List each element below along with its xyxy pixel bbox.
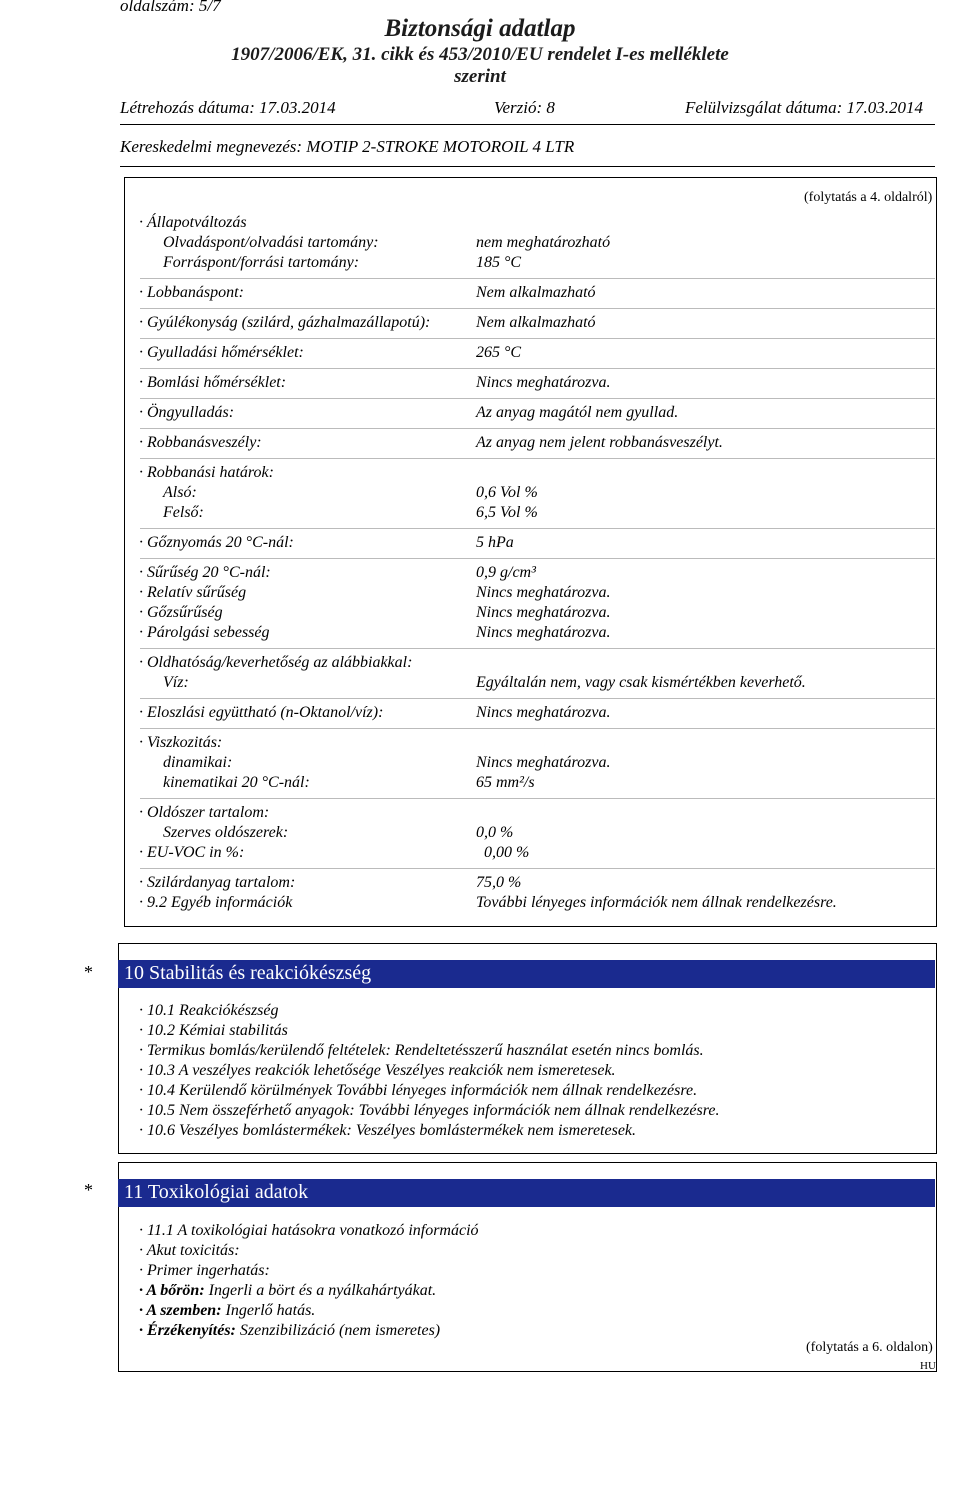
acute-toxicity-label: · Akut toxicitás: (139, 1242, 240, 1259)
vapour-density-label: · Gőzsűrűség (139, 604, 223, 621)
explosion-limits-label: · Robbanási határok: (139, 464, 274, 481)
row-divider (140, 798, 935, 799)
organic-solvents-value: 0,0 % (476, 824, 514, 841)
sensitization-value: Szenzibilizáció (nem ismeretes) (235, 1322, 441, 1339)
toxicological-info-label: · 11.1 A toxikológiai hatásokra vonatkozó információ (139, 1222, 479, 1239)
continued-on-note: (folytatás a 6. oldalon) (806, 1340, 933, 1355)
boiling-point-label: Forráspont/forrási tartomány: (163, 254, 360, 271)
regulation-line: 1907/2006/EK, 31. cikk és 453/2010/EU rendelet I-es melléklete (231, 44, 729, 65)
organic-solvents-label: Szerves oldószerek: (163, 824, 289, 841)
relative-density-label: · Relatív sűrűség (139, 584, 247, 601)
eu-voc-label: · EU-VOC in %: (139, 844, 245, 861)
row-divider (140, 648, 935, 649)
solvent-content-label: · Oldószer tartalom: (139, 804, 270, 821)
evaporation-rate-value: Nincs meghatározva. (476, 624, 611, 641)
hazardous-reactions-value: Veszélyes reakciók nem ismeretesek. (380, 1062, 616, 1079)
density-label: · Sűrűség 20 °C-nál: (139, 564, 271, 581)
decomposition-temperature-value: Nincs meghatározva. (476, 374, 611, 391)
viscosity-label: · Viszkozitás: (139, 734, 223, 751)
kinematic-viscosity-label: kinematikai 20 °C-nál: (163, 774, 310, 791)
melting-point-value: nem meghatározható (476, 234, 611, 251)
trade-name-divider (120, 166, 935, 167)
skin-line (139, 1282, 436, 1300)
explosion-hazard-value: Az anyag nem jelent robbanásveszélyt. (476, 434, 723, 451)
melting-point-label: Olvadáspont/olvadási tartomány: (163, 234, 379, 251)
row-divider (140, 278, 935, 279)
eye-label: · A szemben: (139, 1302, 222, 1319)
water-value: Egyáltalán nem, vagy csak kismértékben keverhető. (476, 674, 806, 691)
change-marker: * (84, 962, 93, 982)
row-divider (140, 308, 935, 309)
trade-name: Kereskedelmi megnevezés: MOTIP 2-STROKE MOTOROIL 4 LTR (120, 137, 575, 156)
row-divider (140, 338, 935, 339)
incompatible-materials-line (139, 1102, 719, 1120)
partition-coefficient-value: Nincs meghatározva. (476, 704, 611, 721)
decomposition-temperature-label: · Bomlási hőmérséklet: (139, 374, 287, 391)
eye-value: Ingerlő hatás. (221, 1302, 316, 1319)
density-value: 0,9 g/cm³ (476, 564, 536, 581)
thermal-decomposition-line (139, 1042, 704, 1060)
language-code: HU (920, 1360, 936, 1372)
vapour-pressure-value: 5 hPa (476, 534, 514, 551)
explosion-hazard-label: · Robbanásveszély: (139, 434, 262, 451)
flash-point-value: Nem alkalmazható (476, 284, 596, 301)
evaporation-rate-label: · Párolgási sebesség (139, 624, 270, 641)
vapour-density-value: Nincs meghatározva. (476, 604, 611, 621)
relative-density-value: Nincs meghatározva. (476, 584, 611, 601)
water-label: Víz: (163, 674, 189, 691)
row-divider (140, 368, 935, 369)
upper-limit-label: Felső: (163, 504, 204, 521)
other-information-label: · 9.2 Egyéb információk (139, 894, 293, 911)
decomposition-products-value: Veszélyes bomlástermékek nem ismeretesek. (351, 1122, 637, 1139)
lower-limit-value: 0,6 Vol % (476, 484, 538, 501)
change-marker: * (84, 1180, 93, 1200)
solids-content-value: 75,0 % (476, 874, 522, 891)
row-divider (140, 458, 935, 459)
thermal-decomposition-value: Rendeltetésszerű használat esetén nincs bomlás. (390, 1042, 704, 1059)
incompatible-materials-value: További lényeges információk nem állnak rendelkezésre. (354, 1102, 720, 1119)
hazardous-reactions-line (139, 1062, 616, 1080)
version: Verzió: 8 (494, 98, 555, 117)
conditions-to-avoid-label: · 10.4 Kerülendő körülmények (139, 1082, 333, 1099)
continued-from-note: (folytatás a 4. oldalról) (804, 190, 933, 205)
row-divider (140, 398, 935, 399)
vapour-pressure-label: · Gőznyomás 20 °C-nál: (139, 534, 294, 551)
regulation-according: szerint (454, 66, 506, 87)
self-ignition-label: · Öngyulladás: (139, 404, 235, 421)
lower-limit-label: Alsó: (163, 484, 197, 501)
boiling-point-value: 185 °C (476, 254, 522, 271)
self-ignition-value: Az anyag magától nem gyullad. (476, 404, 679, 421)
solubility-label: · Oldhatóság/keverhetőség az alábbiakkal: (139, 654, 413, 671)
conditions-to-avoid-value: További lényeges információk nem állnak rendelkezésre. (332, 1082, 698, 1099)
dynamic-viscosity-label: dinamikai: (163, 754, 233, 771)
eye-line (139, 1302, 315, 1320)
header-divider (120, 124, 935, 125)
decomposition-products-label: · 10.6 Veszélyes bomlástermékek: (139, 1122, 352, 1139)
solids-content-label: · Szilárdanyag tartalom: (139, 874, 296, 891)
chemical-stability-label: · 10.2 Kémiai stabilitás (139, 1022, 288, 1039)
row-divider (140, 558, 935, 559)
skin-label: · A bőrön: (139, 1282, 205, 1299)
reactivity-label: · 10.1 Reakciókészség (139, 1002, 279, 1019)
document-title: Biztonsági adatlap (384, 15, 576, 42)
skin-value: Ingerli a bört és a nyálkahártyákat. (204, 1282, 437, 1299)
section11-title: 11 Toxikológiai adatok (124, 1181, 309, 1203)
row-divider (140, 528, 935, 529)
sensitization-label: · Érzékenyítés: (139, 1322, 236, 1339)
other-information-value: További lényeges információk nem állnak rendelkezésre. (476, 894, 837, 911)
partition-coefficient-label: · Eloszlási együttható (n-Oktanol/víz): (139, 704, 384, 721)
primary-irritation-label: · Primer ingerhatás: (139, 1262, 270, 1279)
incompatible-materials-label: · 10.5 Nem összeférhető anyagok: (139, 1102, 355, 1119)
flash-point-label: · Lobbanáspont: (139, 284, 244, 301)
flammability-label: · Gyúlékonyság (szilárd, gázhalmazállapotú): (139, 314, 431, 331)
row-divider (140, 868, 935, 869)
row-divider (140, 728, 935, 729)
row-divider (140, 698, 935, 699)
state-change-label: · Állapotváltozás (139, 214, 247, 231)
conditions-to-avoid-line (139, 1082, 697, 1100)
ignition-temperature-value: 265 °C (476, 344, 522, 361)
flammability-value: Nem alkalmazható (476, 314, 596, 331)
creation-date: Létrehozás dátuma: 17.03.2014 (120, 98, 336, 117)
revision-date: Felülvizsgálat dátuma: 17.03.2014 (685, 98, 923, 117)
section10-title: 10 Stabilitás és reakciókészség (124, 962, 372, 984)
ignition-temperature-label: · Gyulladási hőmérséklet: (139, 344, 304, 361)
page-number: oldalszám: 5/7 (120, 0, 221, 15)
dynamic-viscosity-value: Nincs meghatározva. (476, 754, 611, 771)
decomposition-products-line (139, 1122, 636, 1140)
thermal-decomposition-label: · Termikus bomlás/kerülendő feltételek: (139, 1042, 391, 1059)
upper-limit-value: 6,5 Vol % (476, 504, 538, 521)
hazardous-reactions-label: · 10.3 A veszélyes reakciók lehetősége (139, 1062, 381, 1079)
sensitization-line (139, 1322, 440, 1340)
row-divider (140, 428, 935, 429)
eu-voc-value: 0,00 % (484, 844, 530, 861)
kinematic-viscosity-value: 65 mm²/s (476, 774, 535, 791)
